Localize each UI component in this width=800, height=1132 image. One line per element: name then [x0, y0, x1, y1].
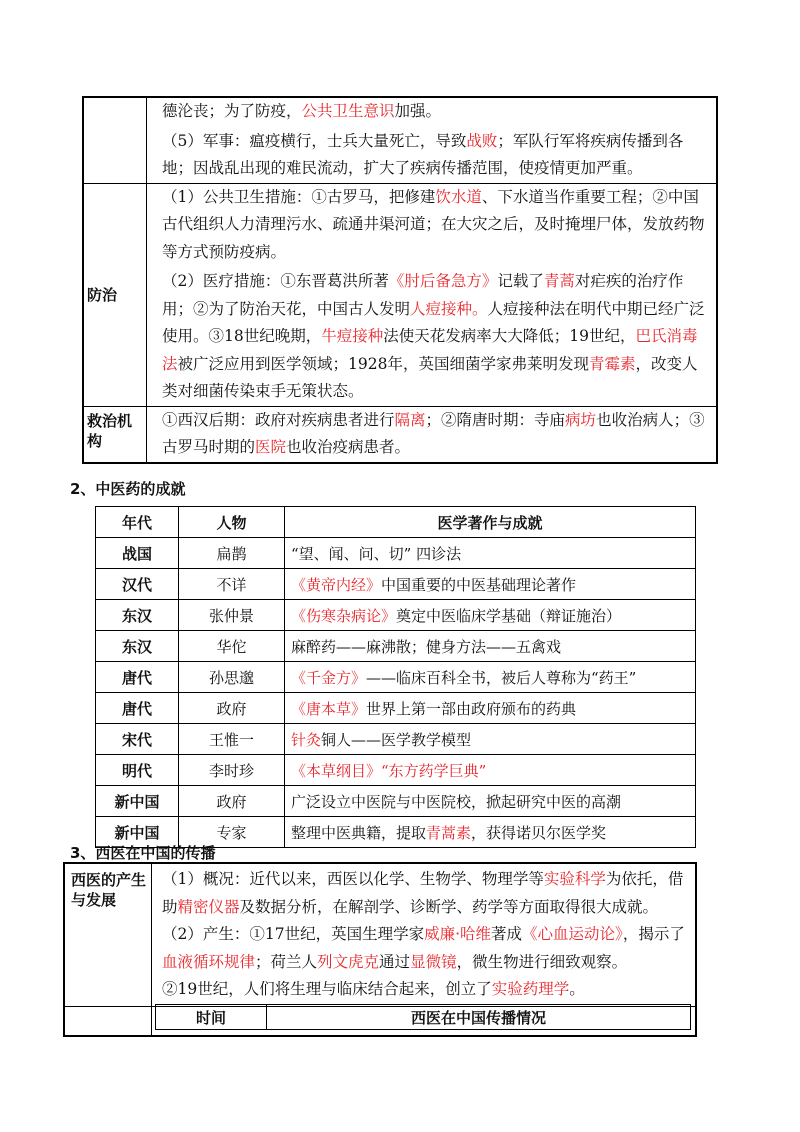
row-header-empty [83, 97, 147, 183]
achievement-cell: 《黄帝内经》中国重要的中医基础理论著作 [285, 569, 696, 600]
person-cell: 不详 [179, 569, 285, 600]
era-cell: 汉代 [96, 569, 179, 600]
person-cell: 张仲景 [179, 600, 285, 631]
achievement-cell: 整理中医典籍，提取青蒿素，获得诺贝尔医学奖 [285, 817, 696, 848]
paragraph: ②19世纪，人们将生理与临床结合起来，创立了实验药理学。 [162, 980, 585, 998]
content-cell [147, 183, 718, 406]
column-header: 医学著作与成就 [285, 507, 696, 538]
era-cell: 战国 [96, 538, 179, 569]
epidemic-table [82, 96, 718, 464]
achievement-cell: 广泛设立中医院与中医院校，掀起研究中医的高潮 [285, 786, 696, 817]
paragraph: （1）概况：近代以来，西医以化学、生物学、物理学等实验科学为依托，借助精密仪器及数据分析，在解剖学、诊断学、药学等方面取得很大成就。 [162, 870, 684, 916]
paragraph: （1）公共卫生措施：①古罗马，把修建饮水道、下水道当作重要工程；②中国古代组织人力清理污水、疏通井渠河道；在大灾之后，及时掩埋尸体，发放药物等方式预防疫病。 [162, 187, 705, 261]
achievement-cell: 针灸铜人——医学教学模型 [285, 724, 696, 755]
paragraph: （2）产生：①17世纪，英国生理学家威廉·哈维著成《心血运动论》，揭示了血液循环规律；荷兰人列文虎克通过显微镜，微生物进行细致观察。 [162, 925, 685, 971]
person-cell: 李时珍 [179, 755, 285, 786]
table-row [83, 406, 717, 463]
achievement-cell: 《本草纲目》“东方药学巨典” [285, 755, 696, 786]
person-cell: 政府 [179, 786, 285, 817]
era-cell: 唐代 [96, 662, 179, 693]
section-title: 2、中医药的成就 [70, 480, 186, 498]
table-header-row [96, 507, 696, 538]
column-header: 年代 [96, 507, 179, 538]
table-row [96, 538, 696, 569]
achievement-cell: 《唐本草》世界上第一部由政府颁布的药典 [285, 693, 696, 724]
era-cell: 唐代 [96, 693, 179, 724]
person-cell: 扁鹊 [179, 538, 285, 569]
era-cell: 东汉 [96, 600, 179, 631]
table-row [96, 600, 696, 631]
section-title: 3、西医在中国的传播 [70, 844, 216, 862]
column-header: 人物 [179, 507, 285, 538]
content-cell [147, 97, 718, 183]
era-cell: 新中国 [96, 786, 179, 817]
achievement-cell: “望、闻、问、切” 四诊法 [285, 538, 696, 569]
table-row [96, 631, 696, 662]
table-row [96, 755, 696, 786]
person-cell: 专家 [179, 817, 285, 848]
era-cell: 明代 [96, 755, 179, 786]
column-header: 时间 [156, 1005, 267, 1030]
achievement-cell: 麻醉药——麻沸散；健身方法——五禽戏 [285, 631, 696, 662]
era-cell: 东汉 [96, 631, 179, 662]
row-header-prevention: 防治 [83, 183, 147, 406]
spread-in-china-table [155, 1004, 691, 1030]
content-cell [147, 406, 718, 463]
content-cell [152, 863, 697, 1006]
era-cell: 新中国 [96, 817, 179, 848]
tcm-achievements-table [95, 506, 696, 848]
table-row [96, 786, 696, 817]
table-row [64, 863, 696, 1006]
person-cell: 王惟一 [179, 724, 285, 755]
paragraph: ①西汉后期：政府对疾病患者进行隔离；②隋唐时期：寺庙病坊也收治病人；③古罗马时期的医院也收治疫病患者。 [162, 410, 705, 456]
table-row [96, 693, 696, 724]
empty-cell [64, 1006, 152, 1036]
paragraph: （2）医疗措施：①东晋葛洪所著《肘后备急方》记载了青蒿对疟疾的治疗作用；②为了防治天花，中国古人发明人痘接种。人痘接种法在明代中期已经广泛使用。③18世纪晚期，牛痘接种法使天花发病率大大降低；19世纪，巴氏消毒法被广泛应用到医学领域；1928年，英国细菌学家弗莱明发现青霉素，改变人类对细菌传染束手无策状态。 [162, 272, 705, 400]
row-header-western: 西医的产生与发展 [64, 863, 152, 1006]
person-cell: 孙思邈 [179, 662, 285, 693]
table-row [96, 724, 696, 755]
table-row [83, 97, 717, 183]
era-cell: 宋代 [96, 724, 179, 755]
person-cell: 华佗 [179, 631, 285, 662]
achievement-cell: 《伤寒杂病论》奠定中医临床学基础（辩证施治） [285, 600, 696, 631]
person-cell: 政府 [179, 693, 285, 724]
achievement-cell: 《千金方》——临床百科全书，被后人尊称为“药王” [285, 662, 696, 693]
table-header-row [156, 1005, 691, 1030]
column-header: 西医在中国传播情况 [267, 1005, 691, 1030]
paragraph: （5）军事：瘟疫横行，士兵大量死亡，导致战败；军队行军将疾病传播到各地；因战乱出现的难民流动，扩大了疾病传播范围，使疫情更加严重。 [162, 131, 684, 177]
table-row [96, 662, 696, 693]
row-header-treatment: 救治机构 [83, 406, 147, 463]
paragraph: 德沦丧；为了防疫，公共卫生意识加强。 [162, 102, 442, 120]
table-row [96, 569, 696, 600]
table-row [83, 183, 717, 406]
